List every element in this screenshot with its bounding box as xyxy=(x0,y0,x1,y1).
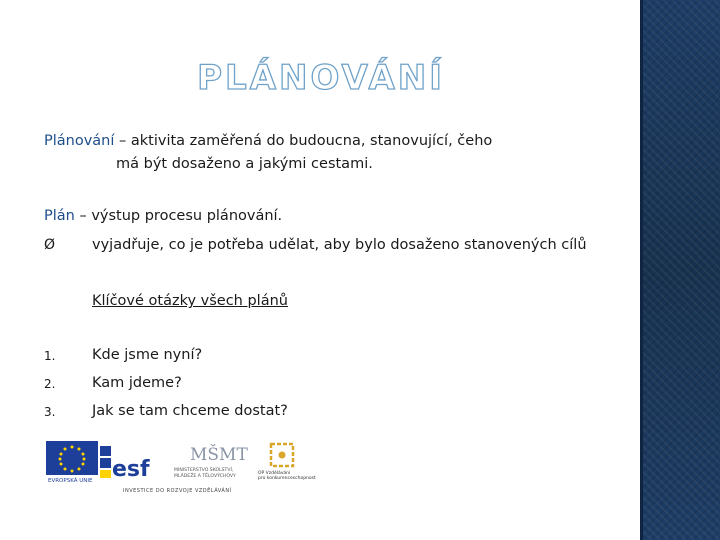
msmt-caption-2: MLÁDEŽE A TĚLOVÝCHOVY xyxy=(174,474,236,479)
question-text: Kam jdeme? xyxy=(92,375,182,391)
sidebar-edge xyxy=(640,0,643,540)
definition-line xyxy=(44,133,492,149)
msmt-caption-1: MINISTERSTVO ŠKOLSTVÍ, xyxy=(174,468,234,473)
logos-strip xyxy=(44,438,344,498)
plan-term: Plán xyxy=(44,208,75,224)
op-caption-2: pro konkurenceschopnost xyxy=(258,476,316,481)
question-text: Jak se tam chceme dostat? xyxy=(92,403,288,419)
definition-continuation: má být dosaženo a jakými cestami. xyxy=(116,156,373,172)
arrow-bullet-icon: Ø xyxy=(44,237,56,253)
eu-caption: EVROPSKÁ UNIE xyxy=(48,478,93,484)
bullet-text: vyjadřuje, co je potřeba udělat, aby bylo dosaženo stanovených cílů xyxy=(92,237,587,253)
esf-logo-icon xyxy=(100,446,111,478)
question-number: 1. xyxy=(44,349,56,363)
sidebar-pattern xyxy=(642,0,720,540)
esf-text: esf xyxy=(112,457,150,482)
plan-text: – výstup procesu plánování. xyxy=(74,208,283,224)
definition-text: – aktivita zaměřená do budoucna, stanovující, čeho xyxy=(114,133,493,149)
definition-term: Plánování xyxy=(44,133,115,149)
question-text: Kde jsme nyní? xyxy=(92,347,203,363)
op-logo-icon xyxy=(271,444,293,466)
logos-tagline: INVESTICE DO ROZVOJE VZDĚLÁVÁNÍ xyxy=(123,488,232,494)
plan-line xyxy=(44,208,282,224)
msmt-logo-icon: MŠMT xyxy=(190,445,248,465)
question-number: 2. xyxy=(44,377,56,391)
questions-heading: Klíčové otázky všech plánů xyxy=(92,293,288,309)
eu-flag-icon xyxy=(46,441,98,475)
op-caption-1: OP Vzdělávání xyxy=(258,471,291,476)
question-number: 3. xyxy=(44,405,56,419)
slide-title: PLÁNOVÁNÍ xyxy=(197,58,445,98)
